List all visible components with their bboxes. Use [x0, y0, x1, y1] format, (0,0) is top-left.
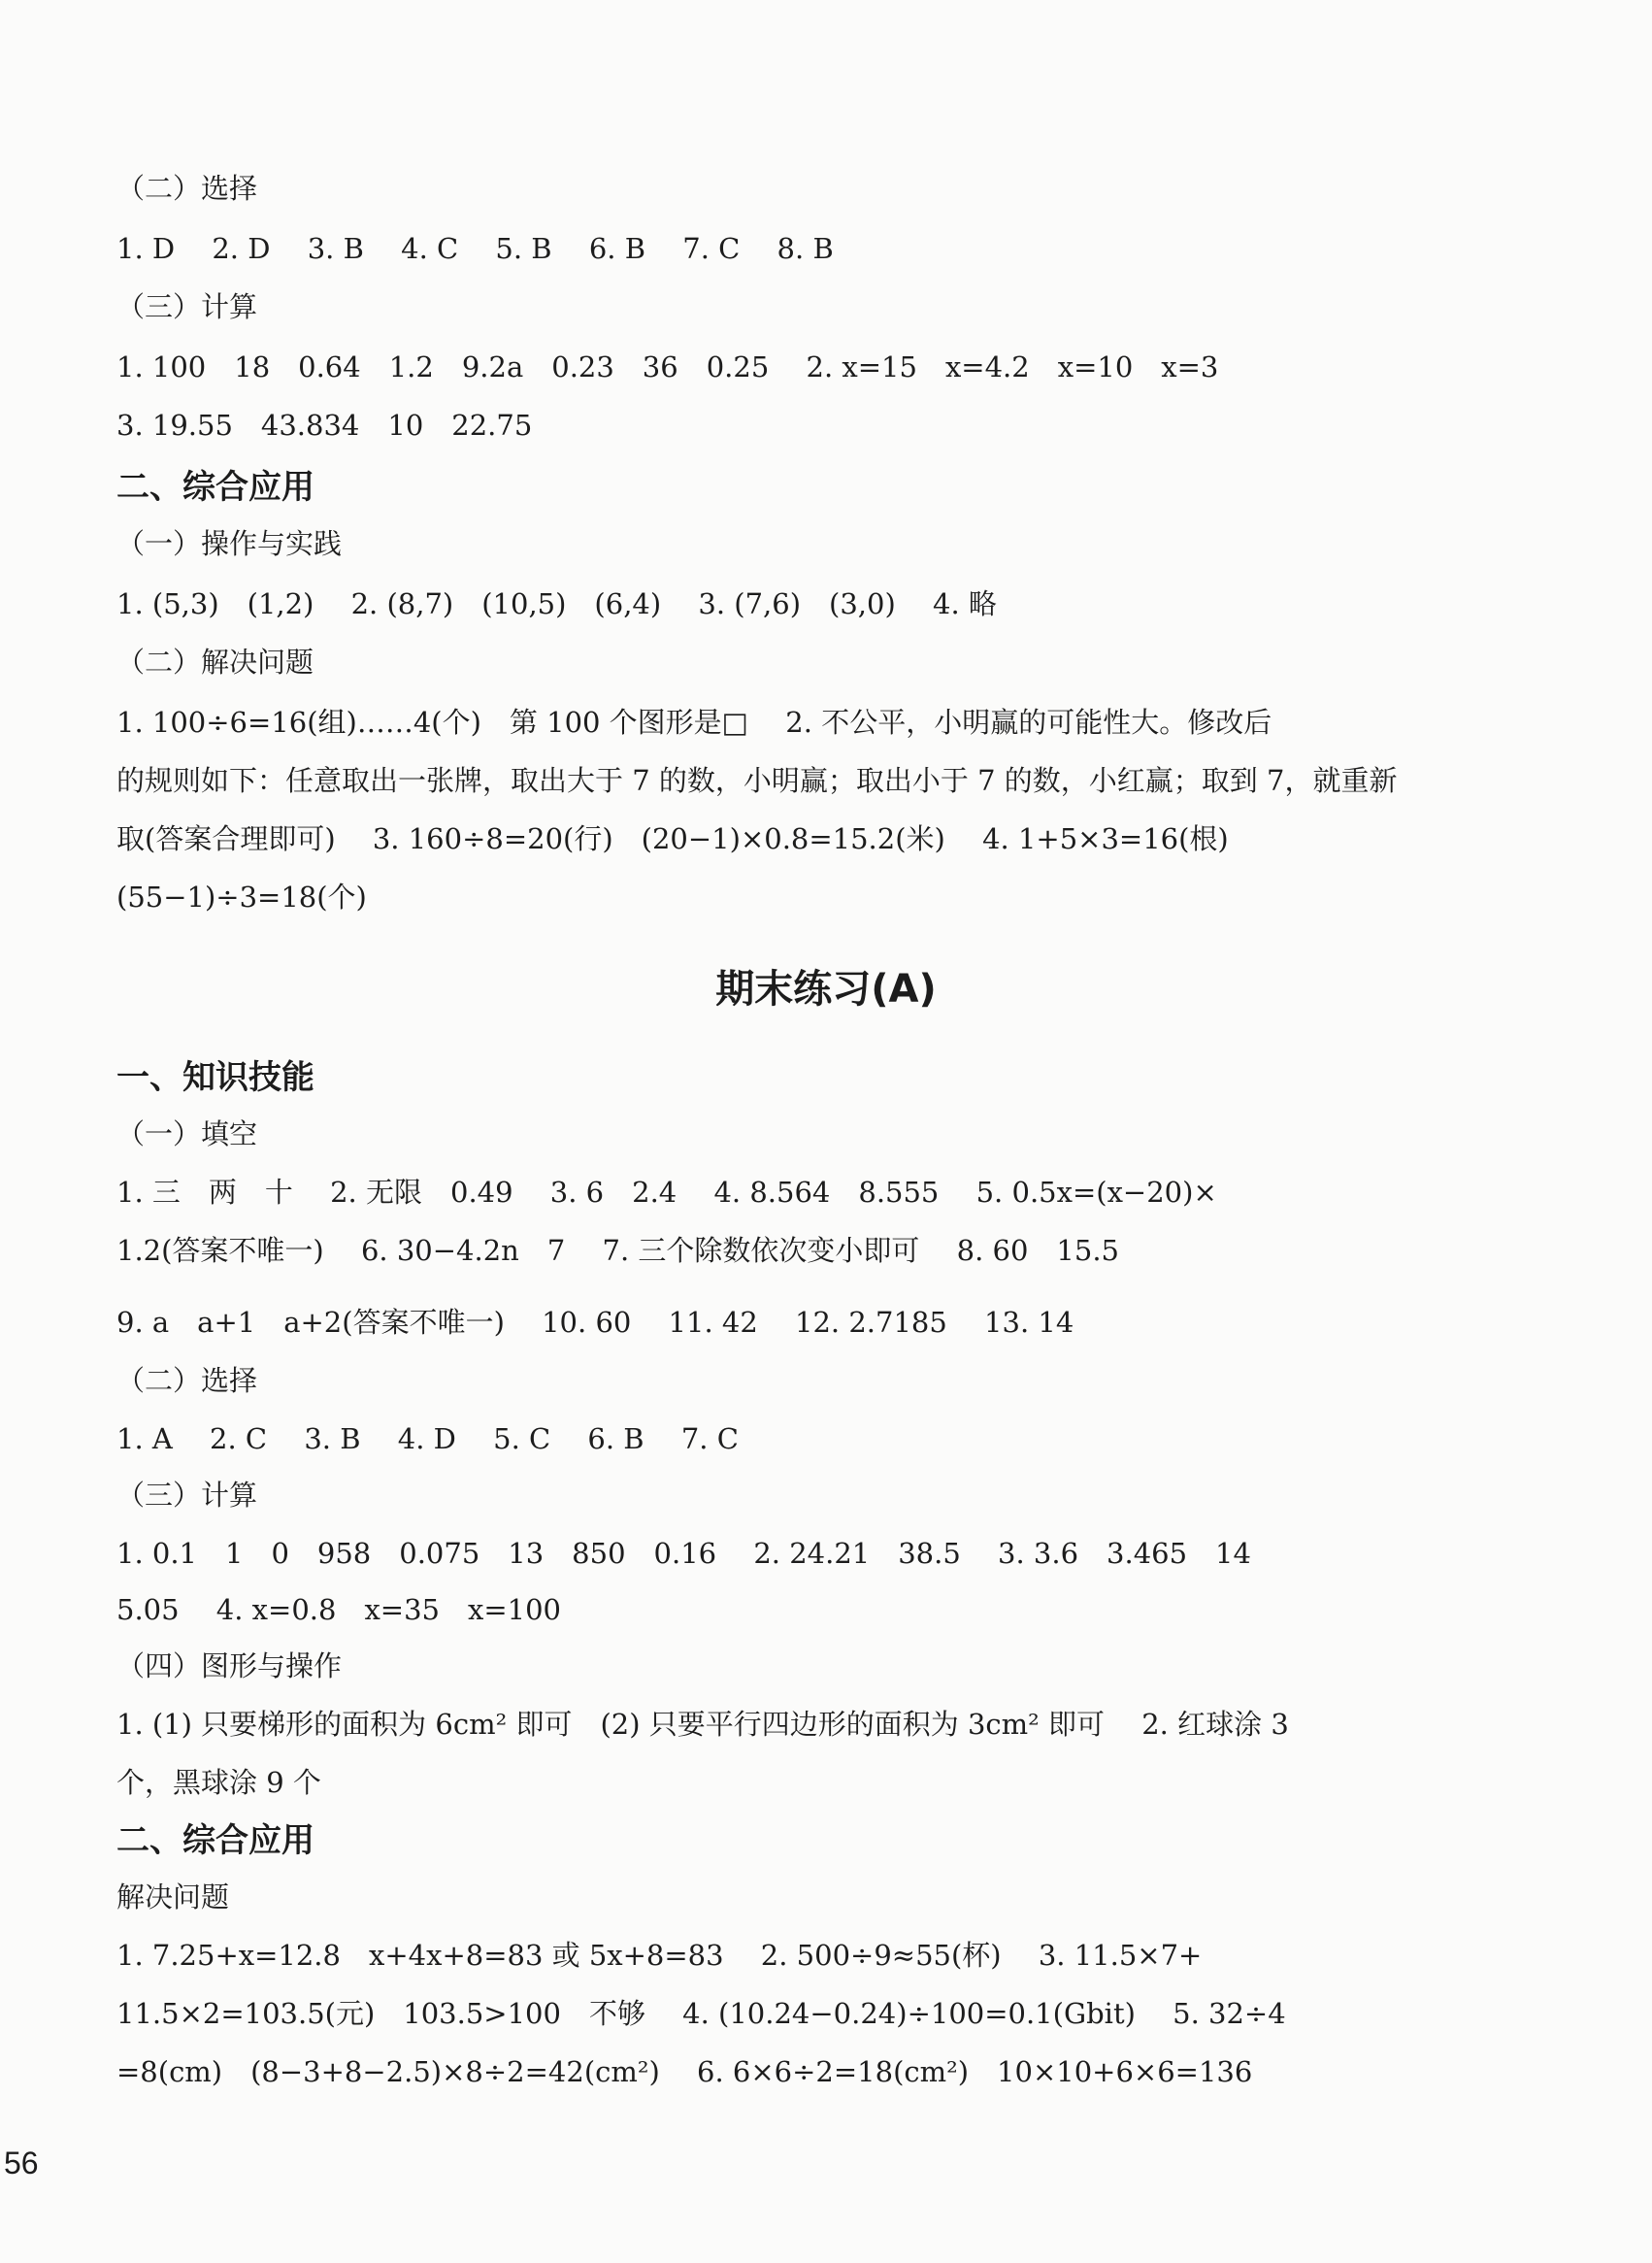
practice-answers: 1. (5,3) (1,2) 2. (8,7) (10,5) (6,4) 3. (7,6) (3,0) 4. 略 [116, 587, 997, 620]
subsection-practice: （一）操作与实践 [116, 527, 343, 560]
subsection-choice: （二）选择 [116, 172, 258, 205]
subsection-calc: （三）计算 [116, 290, 258, 323]
problem-answers-2: 的规则如下：任意取出一张牌，取出大于 7 的数，小明赢；取出小于 7 的数，小红赢；取到 7，就重新 [116, 764, 1398, 797]
solve-answers-3: =8(cm) (8−3+8−2.5)×8÷2=42(cm²) 6. 6×6÷2=18(cm²) 10×10+6×6=136 [116, 2055, 1253, 2088]
subsection-choice-2: （二）选择 [116, 1364, 258, 1397]
subsection-geometry: （四）图形与操作 [116, 1649, 343, 1682]
page-number: 56 [4, 2146, 39, 2180]
fill-answers-2: 1.2(答案不唯一) 6. 30−4.2n 7 7. 三个除数依次变小即可 8. 60 15.5 [116, 1234, 1119, 1267]
choice-answers-2: 1. A 2. C 3. B 4. D 5. C 6. B 7. C [116, 1422, 739, 1455]
calc-answers-2: 3. 19.55 43.834 10 22.75 [116, 409, 533, 442]
subsection-calc-2: （三）计算 [116, 1479, 258, 1512]
solve-answers-2: 11.5×2=103.5(元) 103.5>100 不够 4. (10.24−0.24)÷100=0.1(Gbit) 5. 32÷4 [116, 1997, 1286, 2030]
calc-answers-3: 1. 0.1 1 0 958 0.075 13 850 0.16 2. 24.21 38.5 3. 3.6 3.465 14 [116, 1537, 1251, 1570]
problem-answers-3: 取(答案合理即可) 3. 160÷8=20(行) (20−1)×0.8=15.2(米) 4. 1+5×3=16(根) [116, 822, 1229, 855]
solve-answers-1: 1. 7.25+x=12.8 x+4x+8=83 或 5x+8=83 2. 500÷9≈55(杯) 3. 11.5×7+ [116, 1939, 1203, 1972]
problem-answers-4: (55−1)÷3=18(个) [116, 881, 367, 914]
fill-answers-3: 9. a a+1 a+2(答案不唯一) 10. 60 11. 42 12. 2.7185 13. 14 [116, 1306, 1074, 1339]
page-title: 期末练习(A) [715, 967, 937, 1012]
problem-answers-1: 1. 100÷6=16(组)……4(个) 第 100 个图形是□ 2. 不公平，小明赢的可能性大。修改后 [116, 706, 1272, 739]
geometry-answers-1: 1. (1) 只要梯形的面积为 6cm² 即可 (2) 只要平行四边形的面积为 3cm² 即可 2. 红球涂 3 [116, 1708, 1289, 1741]
choice-answers: 1. D 2. D 3. B 4. C 5. B 6. B 7. C 8. B [116, 232, 834, 265]
calc-answers-1: 1. 100 18 0.64 1.2 9.2a 0.23 36 0.25 2. x=15 x=4.2 x=10 x=3 [116, 350, 1219, 383]
subsection-problems: （二）解决问题 [116, 646, 314, 679]
section-heading-knowledge: 一、知识技能 [116, 1058, 314, 1097]
section-heading-application: 二、综合应用 [116, 468, 314, 507]
subsection-fill: （一）填空 [116, 1117, 258, 1150]
geometry-answers-2: 个，黑球涂 9 个 [116, 1766, 321, 1799]
calc-answers-4: 5.05 4. x=0.8 x=35 x=100 [116, 1593, 562, 1626]
section-heading-application-2: 二、综合应用 [116, 1821, 314, 1860]
subsection-solve: 解决问题 [116, 1880, 230, 1914]
fill-answers-1: 1. 三 两 十 2. 无限 0.49 3. 6 2.4 4. 8.564 8.555 5. 0.5x=(x−20)× [116, 1176, 1217, 1209]
